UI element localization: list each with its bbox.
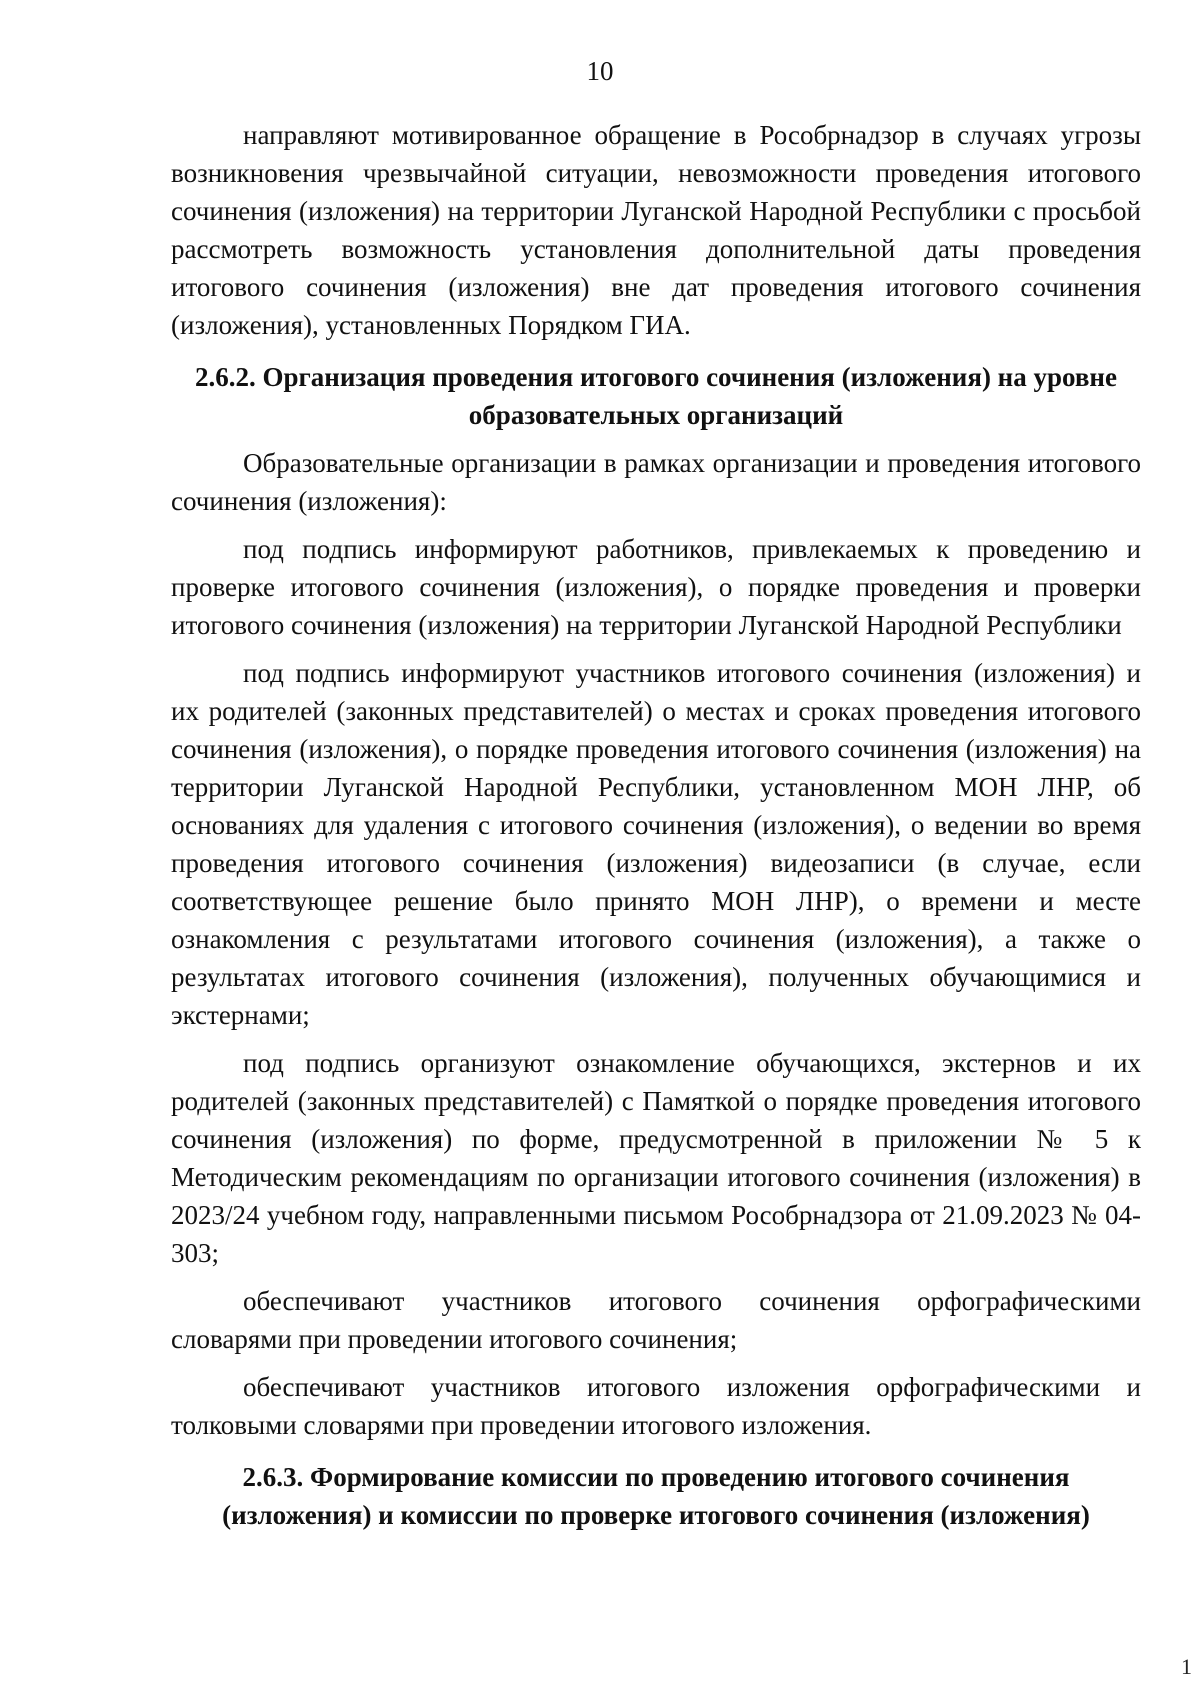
paragraph: обеспечивают участников итогового сочинения орфографическими словарями при проведении итогового сочинения; <box>171 1286 1141 1354</box>
paragraph: направляют мотивированное обращение в Рособрнадзор в случаях угрозы возникновения чрезвычайной ситуации, невозможности проведения итогового сочинения (изложения) на территории Луганской Народной Республики с просьбой рассмотреть возможность установления дополнительной даты проведения итогового сочинения (изложения) вне дат проведения итогового сочинения (изложения), установленных Порядком ГИА. <box>171 120 1141 340</box>
paragraph: под подпись информируют работников, привлекаемых к проведению и проверке итогового сочинения (изложения), о порядке проведения и проверки итогового сочинения (изложения) на территории Луганской Народной Республики <box>171 534 1141 640</box>
document-body <box>171 116 1141 1544</box>
paragraph: обеспечивают участников итогового изложения орфографическими и толковыми словарями при проведении итогового изложения. <box>171 1372 1141 1440</box>
paragraph: под подпись информируют участников итогового сочинения (изложения) и их родителей (законных представителей) о местах и сроках проведения итогового сочинения (изложения), о порядке проведения итогового сочинения (изложения) на территории Луганской Народной Республики, установленном МОН ЛНР, об основаниях для удаления с итогового сочинения (изложения), о ведении во время проведения итогового сочинения (изложения) видеозаписи (в случае, если соответствующее решение было принято МОН ЛНР), о времени и месте ознакомления с результатами итогового сочинения (изложения), а также о результатах итогового сочинения (изложения), полученных обучающимися и экстернами; <box>171 658 1141 1030</box>
section-heading-2-6-2: 2.6.2. Организация проведения итогового сочинения (изложения) на уровне образовательных организаций <box>195 362 1117 430</box>
paragraph: под подпись организуют ознакомление обучающихся, экстернов и их родителей (законных представителей) с Памяткой о порядке проведения итогового сочинения (изложения) по форме, предусмотренной в приложении № 5 к Методическим рекомендациям по организации итогового сочинения (изложения) в 2023/24 учебном году, направленными письмом Рособрнадзора от 21.09.2023 № 04-303; <box>171 1048 1141 1268</box>
paragraph: Образовательные организации в рамках организации и проведения итогового сочинения (изложения): <box>171 448 1141 516</box>
section-heading-2-6-3: 2.6.3. Формирование комиссии по проведению итогового сочинения (изложения) и комиссии по проверке итогового сочинения (изложения) <box>222 1462 1090 1530</box>
margin-mark: 1 <box>1181 1654 1192 1679</box>
page-number: 10 <box>586 56 614 86</box>
